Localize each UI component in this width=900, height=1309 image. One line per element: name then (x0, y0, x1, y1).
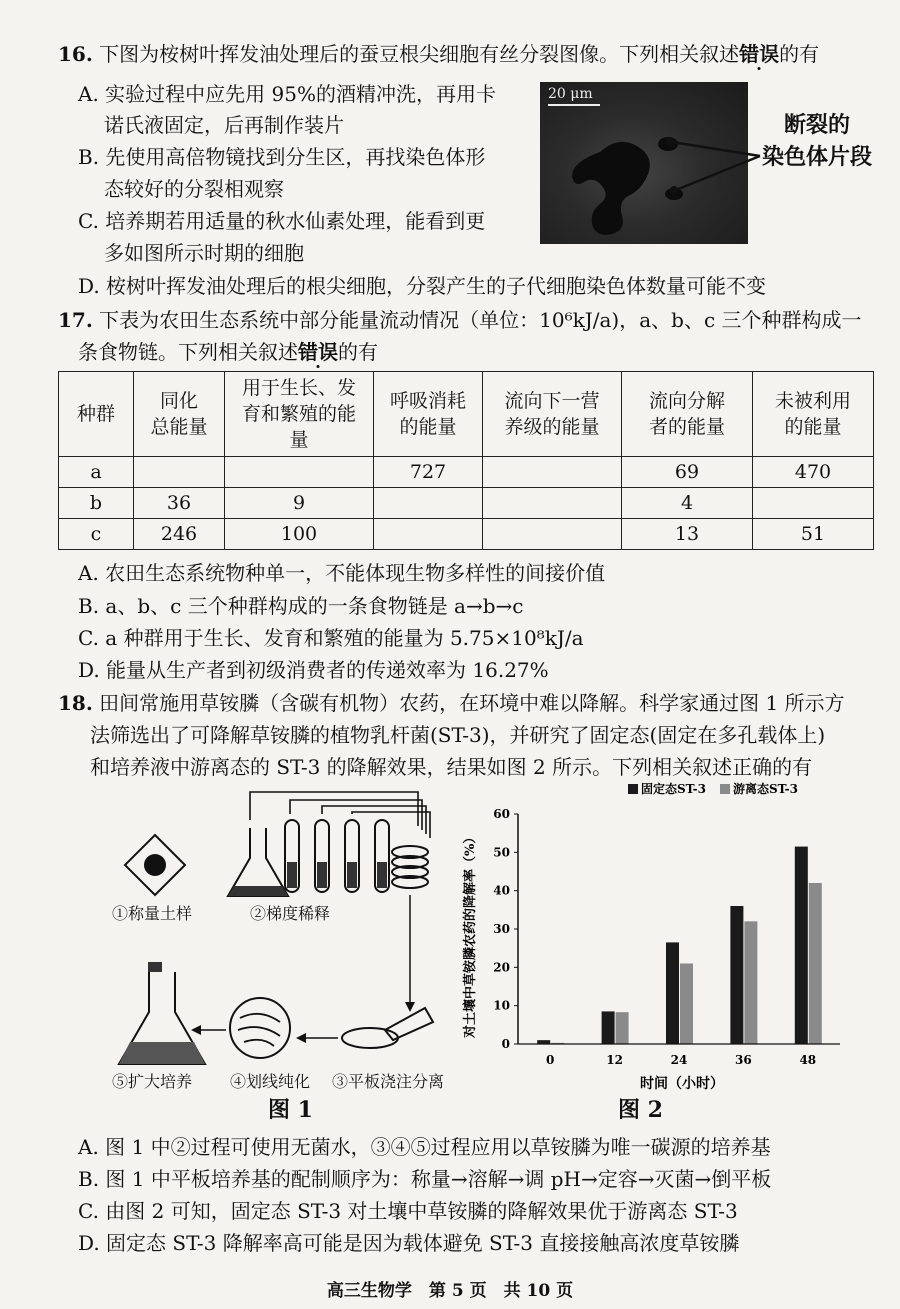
header-respiration: 呼吸消耗 的能量 (374, 372, 483, 457)
q17-stem-line1 (58, 306, 862, 334)
bar-1-4 (809, 883, 822, 1044)
micrograph-scale-label: 20 μm (548, 86, 593, 102)
q18-stem-text1: 田间常施用草铵膦（含碳有机物）农药，在环境中难以降解。科学家通过图 1 所示方 (99, 691, 845, 715)
q17-option-c: C. a 种群用于生长、发育和繁殖的能量为 5.75×10⁸kJ/a (78, 626, 584, 650)
table-row (59, 457, 874, 488)
legend-label-0: 固定态ST-3 (641, 782, 706, 796)
q17-stem-text1: 下表为农田生态系统中部分能量流动情况（单位：10⁶kJ/a)，a、b、c 三个种群构成一 (99, 308, 862, 332)
y-tick-label: 50 (493, 845, 510, 860)
bar-1-3 (744, 921, 757, 1044)
x-tick-label: 36 (735, 1053, 752, 1067)
header-next-level: 流向下一营 养级的能量 (483, 372, 622, 457)
q17-option-a: A. 农田生态系统物种单一，不能体现生物多样性的间接价值 (78, 561, 606, 585)
cell: 100 (225, 519, 374, 550)
q16-option-b-line2: 态较好的分裂相观察 (104, 177, 284, 201)
q17-stem-text2: 条食物链。下列相关叙述 (78, 340, 298, 364)
fig1-step-3: ③平板浇注分离 (332, 1072, 445, 1091)
q18-stem-line2: 法筛选出了可降解草铵膦的植物乳杆菌(ST-3)，并研究了固定态(固定在多孔载体上) (90, 723, 826, 747)
y-tick-label: 60 (493, 807, 510, 821)
y-tick-label: 10 (493, 998, 510, 1013)
q16-stem (58, 40, 819, 68)
x-tick-label: 12 (606, 1053, 623, 1067)
bar-1-1 (616, 1012, 629, 1044)
streak-plate-icon (230, 998, 290, 1058)
cell: 727 (374, 457, 483, 488)
cell: 51 (753, 519, 874, 550)
q16-stem-end: 的有 (779, 42, 820, 66)
y-tick-label: 0 (501, 1037, 510, 1051)
x-tick-label: 48 (799, 1053, 817, 1067)
transfer-arrows (250, 792, 430, 838)
table-row (59, 519, 874, 550)
y-tick-label: 20 (493, 960, 510, 975)
plate-stack-icon (392, 846, 428, 888)
q16-option-c-line2: 多如图所示时期的细胞 (104, 241, 304, 265)
chart-xlabel: 时间（小时） (640, 1076, 724, 1092)
fig1-caption: 图 1 (268, 1097, 313, 1123)
fig1-step-4: ④划线纯化 (230, 1072, 311, 1091)
q18-stem-line1 (58, 689, 845, 717)
energy-flow-table (58, 371, 874, 550)
bar-1-2 (680, 964, 693, 1045)
cell (374, 488, 483, 519)
cell (134, 457, 225, 488)
q18-number: 18. (58, 691, 93, 715)
cell (753, 488, 874, 519)
q16-emphasis: 错误 (739, 42, 780, 66)
chart-ylabel: 对土壤中草铵膦农药的降解率（%） (463, 830, 478, 1038)
figure2-bar-chart (460, 778, 860, 1096)
pour-plate-icon (342, 1008, 433, 1048)
q16-number: 16. (58, 42, 93, 66)
cell: 470 (753, 457, 874, 488)
x-tick-label: 0 (546, 1053, 555, 1067)
micrograph-annotation-line2: 染色体片段 (761, 144, 872, 170)
header-growth: 用于生长、发 育和繁殖的能 量 (225, 372, 374, 457)
cell: 69 (622, 457, 753, 488)
cell: 36 (134, 488, 225, 519)
header-population: 种群 (59, 372, 134, 457)
cell: b (59, 488, 134, 519)
soil-sample-icon (125, 835, 185, 895)
legend-label-1: 游离态ST-3 (733, 782, 798, 796)
cell: 13 (622, 519, 753, 550)
culture-flask-icon (119, 962, 205, 1064)
cell (483, 519, 622, 550)
fig2-caption: 图 2 (618, 1097, 663, 1123)
legend-swatch-0 (628, 784, 638, 794)
cell (483, 488, 622, 519)
q16-option-a-line1: A. 实验过程中应先用 95%的酒精冲洗，再用卡 (78, 82, 496, 106)
header-unused: 未被利用 的能量 (753, 372, 874, 457)
cell (225, 457, 374, 488)
q17-stem-end: 的有 (338, 340, 378, 364)
cell: 246 (134, 519, 225, 550)
page-footer: 高三生物学 第 5 页 共 10 页 (326, 1281, 574, 1301)
bar-0-1 (602, 1011, 615, 1044)
header-assimilated: 同化 总能量 (134, 372, 225, 457)
cell: c (59, 519, 134, 550)
cell: a (59, 457, 134, 488)
bar-0-4 (795, 847, 808, 1044)
cell (374, 519, 483, 550)
q16-option-d: D. 桉树叶挥发油处理后的根尖细胞，分裂产生的子代细胞染色体数量可能不变 (78, 274, 767, 298)
header-decomposer: 流向分解 者的能量 (622, 372, 753, 457)
q18-stem-line3: 和培养液中游离态的 ST-3 的降解效果，结果如图 2 所示。下列相关叙述正确的有 (90, 755, 813, 779)
fig1-step-1: ①称量土样 (112, 904, 193, 923)
q17-emphasis: 错误 (298, 340, 338, 364)
legend-swatch-1 (720, 784, 730, 794)
q18-option-d: D. 固定态 ST-3 降解率高可能是因为载体避免 ST-3 直接接触高浓度草铵膦 (78, 1231, 740, 1255)
x-tick-label: 24 (670, 1053, 688, 1067)
q18-option-a: A. 图 1 中②过程可使用无菌水，③④⑤过程应用以草铵膦为唯一碳源的培养基 (78, 1135, 771, 1159)
q18-option-b: B. 图 1 中平板培养基的配制顺序为：称量→溶解→调 pH→定容→灭菌→倒平板 (78, 1167, 772, 1191)
table-row (59, 488, 874, 519)
q16-option-c-line1: C. 培养期若用适量的秋水仙素处理，能看到更 (78, 209, 486, 233)
q17-option-d: D. 能量从生产者到初级消费者的传递效率为 16.27% (78, 658, 549, 682)
dilution-flask-icon (228, 828, 288, 896)
y-tick-label: 40 (493, 883, 510, 898)
cell: 4 (622, 488, 753, 519)
y-tick-label: 30 (493, 922, 510, 936)
q16-option-b-line1: B. 先使用高倍物镜找到分生区，再找染色体形 (78, 145, 486, 169)
test-tubes-icon (285, 820, 389, 892)
q17-number: 17. (58, 308, 93, 332)
cell: 9 (225, 488, 374, 519)
fig1-step-2: ②梯度稀释 (250, 904, 331, 923)
bar-0-3 (730, 906, 743, 1044)
q16-stem-text: 下图为桉树叶挥发油处理后的蚕豆根尖细胞有丝分裂图像。下列相关叙述 (99, 42, 740, 66)
q16-option-a-line2: 诺氏液固定，后再制作装片 (104, 113, 344, 137)
q18-option-c: C. 由图 2 可知，固定态 ST-3 对土壤中草铵膦的降解效果优于游离态 ST-3 (78, 1199, 738, 1223)
bar-0-2 (666, 942, 679, 1044)
q17-stem-line2 (78, 338, 378, 366)
cell (483, 457, 622, 488)
q17-option-b: B. a、b、c 三个种群构成的一条食物链是 a→b→c (78, 594, 524, 618)
table-header-row (59, 372, 874, 457)
fig1-step-5: ⑤扩大培养 (112, 1072, 193, 1091)
micrograph-annotation-line1: 断裂的 (783, 112, 850, 138)
figure1-diagram (100, 780, 460, 1090)
